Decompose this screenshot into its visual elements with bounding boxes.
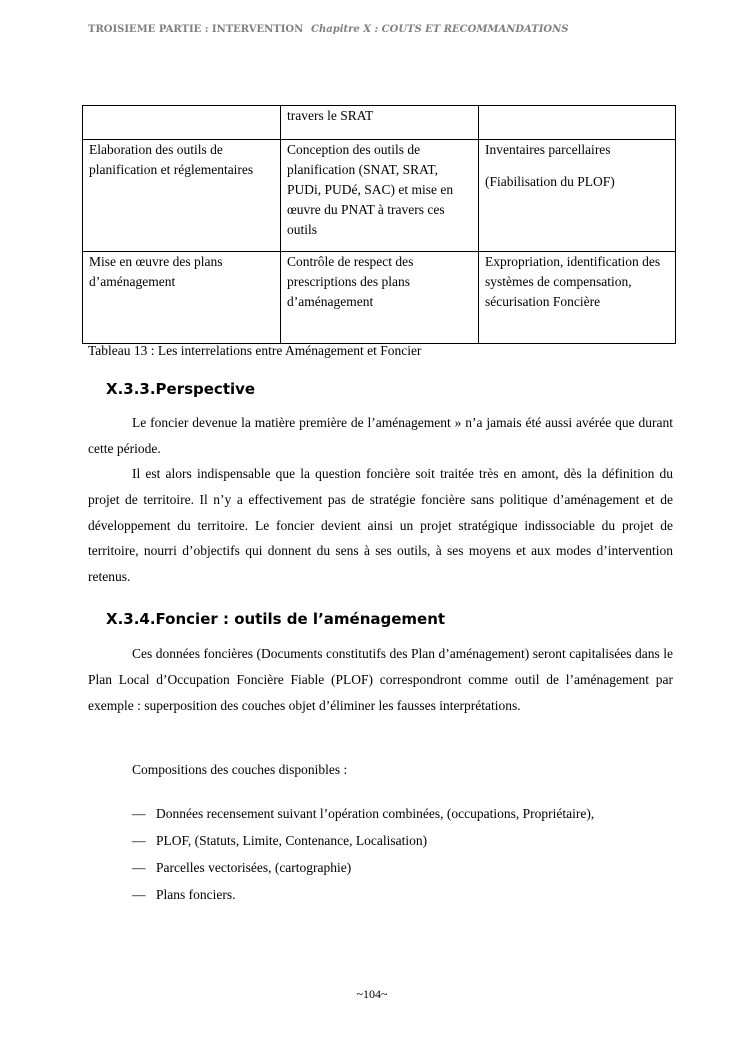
dash-bullet: — <box>132 887 146 902</box>
paragraph: Le foncier devenue la matière première de l’aménagement » n’a jamais été aussi avérée que durant cette période. <box>88 415 673 456</box>
table-row <box>83 252 676 344</box>
table-row <box>83 140 676 252</box>
table-cell: Conception des outils de planification (SNAT, SRAT, PUDi, PUDé, SAC) et mise en œuvre du PNAT à travers ces outils <box>281 140 479 252</box>
list-item: — PLOF, (Statuts, Limite, Contenance, Localisation) <box>132 827 594 854</box>
paragraph: Ces données foncières (Documents constitutifs des Plan d’aménagement) seront capitalisées dans le Plan Local d’Occupation Foncière Fiable (PLOF) correspondront comme outil de l’aménagement par exemple : superposition des couches objet d’éliminer les fausses interprétations. <box>88 646 673 713</box>
header-part: TROISIEME PARTIE : INTERVENTION <box>88 24 304 35</box>
table-cell <box>479 106 676 140</box>
section-heading: X.3.4.Foncier : outils de l’aménagement <box>106 610 446 628</box>
table-cell: Elaboration des outils de planification et réglementaires <box>83 140 281 252</box>
cell-line: Inventaires parcellaires <box>485 142 611 157</box>
table-cell: Expropriation, identification des systèmes de compensation, sécurisation Foncière <box>479 252 676 344</box>
dash-bullet: — <box>132 806 146 821</box>
list-item: — Plans fonciers. <box>132 881 594 908</box>
table-cell: Mise en œuvre des plans d’aménagement <box>83 252 281 344</box>
dash-bullet: — <box>132 833 146 848</box>
table-cell: Contrôle de respect des prescriptions des plans d’aménagement <box>281 252 479 344</box>
list-lead: Compositions des couches disponibles : <box>132 762 348 777</box>
table-row <box>83 106 676 140</box>
table-cell <box>479 140 676 252</box>
list-item: — Données recensement suivant l’opération combinées, (occupations, Propriétaire), <box>132 800 594 827</box>
layers-list <box>132 800 594 908</box>
header-chapter: Chapitre X : COUTS ET RECOMMANDATIONS <box>311 24 569 35</box>
cell-line: (Fiabilisation du PLOF) <box>485 174 615 189</box>
paragraph: Il est alors indispensable que la question foncière soit traitée très en amont, dès la définition du projet de territoire. Il n’y a effectivement pas de stratégie foncière sans politique d’aménagement et de développement du territoire. Le foncier devient ainsi un projet stratégique indissociable du projet de territoire, nourri d’objectifs qui donnent du sens à ses outils, à ses moyens et aux modes d’intervention retenus. <box>88 466 673 585</box>
table-cell <box>83 106 281 140</box>
interrelations-table <box>82 105 676 344</box>
dash-bullet: — <box>132 860 146 875</box>
page-number: ~104~ <box>356 987 388 1001</box>
list-item: — Parcelles vectorisées, (cartographie) <box>132 854 594 881</box>
section-heading: X.3.3.Perspective <box>106 380 256 398</box>
table-caption: Tableau 13 : Les interrelations entre Aménagement et Foncier <box>88 343 422 358</box>
table-cell: travers le SRAT <box>281 106 479 140</box>
